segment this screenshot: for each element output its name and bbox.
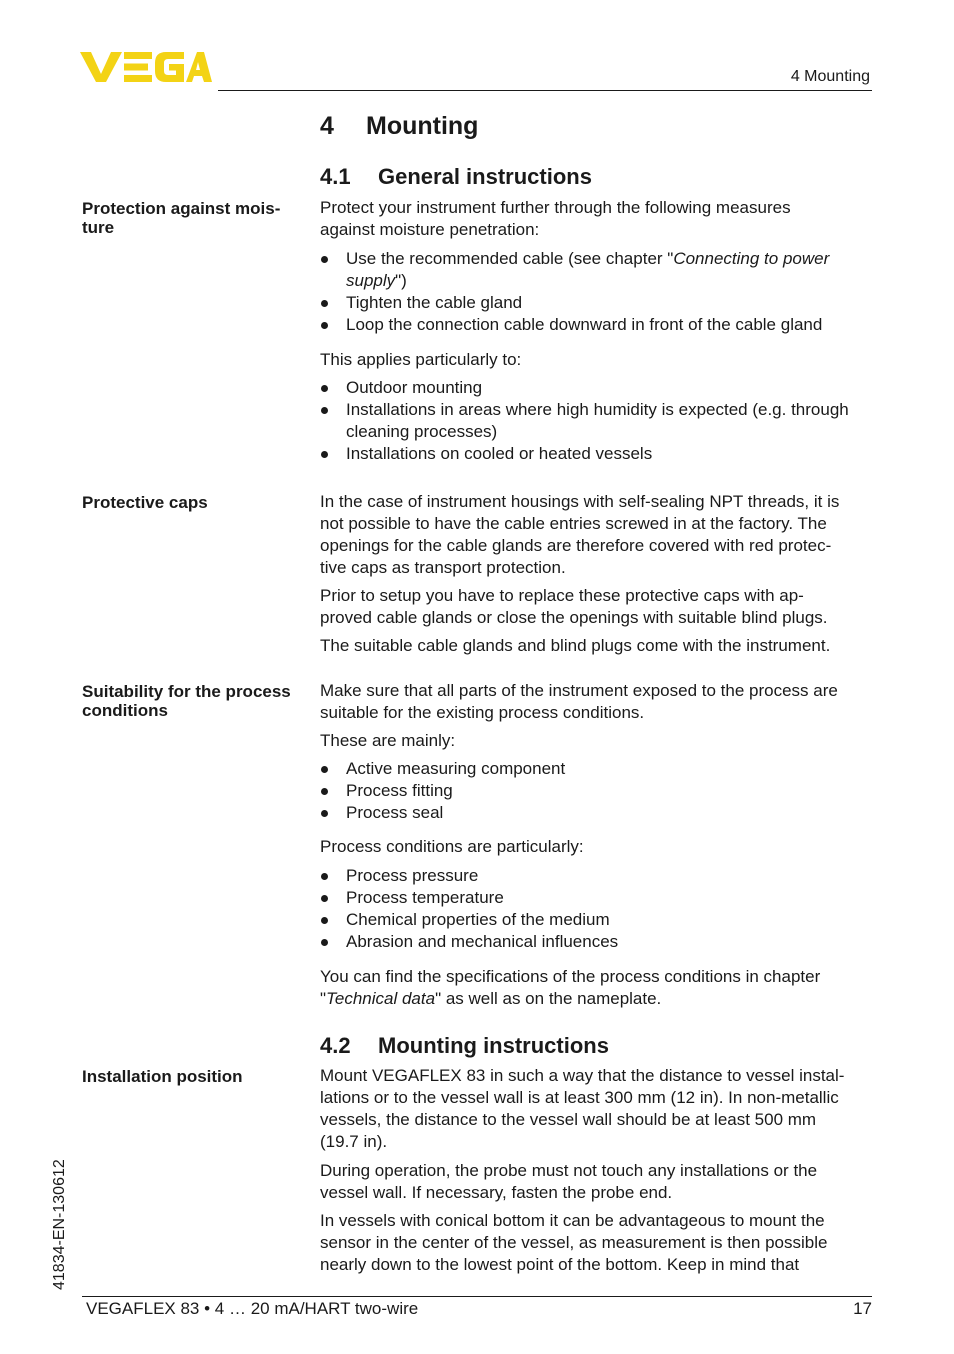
components-list [320, 758, 880, 824]
section-4-1-title: General instructions [378, 164, 592, 189]
caps-p1-line: tive caps as transport protection. [320, 558, 566, 577]
page-number: 17 [853, 1299, 872, 1318]
list-item: Process seal [320, 802, 880, 824]
bullet-text: Use the recommended cable (see chapter " [346, 249, 674, 268]
list-item [320, 248, 880, 292]
caps-block [320, 491, 880, 657]
moisture-intro-line: Protect your instrument further through the following measures [320, 198, 791, 217]
side-heading-line: Protection against mois- [82, 199, 281, 218]
moisture-applies-text: This applies particularly to: [320, 350, 522, 369]
installation-p1-line: (19.7 in). [320, 1132, 388, 1151]
side-heading-line: ture [82, 218, 115, 237]
moisture-intro-line: against moisture penetration: [320, 220, 540, 239]
quote-mark: " [320, 989, 327, 1008]
caps-p1-line: not possible to have the cable entries screwed in at the factory. The [320, 514, 827, 533]
suitability-p2: These are mainly: [320, 731, 456, 750]
moisture-measures-list [320, 248, 880, 336]
chapter-title: Mounting [366, 112, 479, 140]
caps-p2-line: Prior to setup you have to replace these protective caps with ap- [320, 586, 804, 605]
side-heading-installation-position: Installation position [82, 1067, 243, 1086]
vega-logo [80, 50, 212, 84]
footer-product: VEGAFLEX 83 • 4 … 20 mA/HART two-wire [86, 1299, 419, 1318]
bullet-text: Installations in areas where high humidity is expected (e.g. through [346, 400, 849, 419]
footer-divider [82, 1296, 872, 1297]
installation-p1-line: lations or to the vessel wall is at least 300 mm (12 in). In non-metallic [320, 1088, 839, 1107]
installation-block [320, 1065, 880, 1276]
section-4-2-heading [320, 1032, 609, 1060]
moisture-applies-list [320, 377, 880, 465]
side-heading-line: conditions [82, 701, 168, 720]
section-4-1-number: 4.1 [320, 164, 351, 189]
suitability-p1-line: suitable for the existing process conditions. [320, 703, 645, 722]
installation-p1-line: vessels, the distance to the vessel wall should be at least 500 mm [320, 1110, 817, 1129]
caps-p1-line: openings for the cable glands are therefore covered with red protec- [320, 536, 832, 555]
list-item: Process temperature [320, 887, 880, 909]
installation-p3-line: In vessels with conical bottom it can be advantageous to mount the [320, 1211, 825, 1230]
installation-p2-line: During operation, the probe must not touch any installations or the [320, 1161, 818, 1180]
list-item [320, 399, 880, 443]
side-heading-protective-caps: Protective caps [82, 493, 208, 512]
list-item: Installations on cooled or heated vessels [320, 443, 880, 465]
list-item: Chemical properties of the medium [320, 909, 880, 931]
section-4-1-heading [320, 163, 592, 191]
suitability-block [320, 680, 880, 1010]
list-item: Abrasion and mechanical influences [320, 931, 880, 953]
side-heading-moisture [82, 199, 314, 237]
list-item: Loop the connection cable downward in front of the cable gland [320, 314, 880, 336]
document-id: 41834-EN-130612 [51, 1159, 68, 1290]
section-4-2-number: 4.2 [320, 1033, 351, 1058]
suitability-p3: Process conditions are particularly: [320, 837, 584, 856]
list-item: Process fitting [320, 780, 880, 802]
installation-p1-line: Mount VEGAFLEX 83 in such a way that the distance to vessel instal- [320, 1066, 845, 1085]
suitability-p4-line [320, 988, 880, 1010]
moisture-block [320, 197, 880, 465]
suitability-p1-line: Make sure that all parts of the instrument exposed to the process are [320, 681, 838, 700]
bullet-text: cleaning processes) [346, 422, 498, 441]
caps-p2-line: proved cable glands or close the openings with suitable blind plugs. [320, 608, 828, 627]
chapter-reference: Technical data [326, 989, 436, 1008]
list-item: Process pressure [320, 865, 880, 887]
suitability-p4-line: You can find the specifications of the process conditions in chapter [320, 967, 821, 986]
header-chapter-label: 4 Mounting [790, 68, 870, 85]
bullet-text: ") [395, 271, 407, 290]
side-heading-line: Suitability for the process [82, 682, 291, 701]
side-heading-suitability [82, 682, 314, 720]
chapter-reference: Connecting to power [673, 249, 830, 268]
vega-logo-graphic [80, 50, 212, 84]
chapter-reference: supply [346, 271, 396, 290]
list-item: Tighten the cable gland [320, 292, 880, 314]
list-item: Active measuring component [320, 758, 880, 780]
installation-p2-line: vessel wall. If necessary, fasten the probe end. [320, 1183, 673, 1202]
paragraph-text: " as well as on the nameplate. [435, 989, 662, 1008]
list-item: Outdoor mounting [320, 377, 880, 399]
installation-p3-line: sensor in the center of the vessel, as measurement is then possible [320, 1233, 828, 1252]
conditions-list [320, 865, 880, 953]
header-divider [218, 90, 872, 91]
installation-p3-line: nearly down to the lowest point of the bottom. Keep in mind that [320, 1255, 800, 1274]
section-4-2-title: Mounting instructions [378, 1033, 609, 1058]
caps-p3: The suitable cable glands and blind plugs come with the instrument. [320, 636, 831, 655]
chapter-heading [320, 110, 478, 142]
chapter-number: 4 [320, 112, 334, 140]
caps-p1-line: In the case of instrument housings with self-sealing NPT threads, it is [320, 492, 840, 511]
